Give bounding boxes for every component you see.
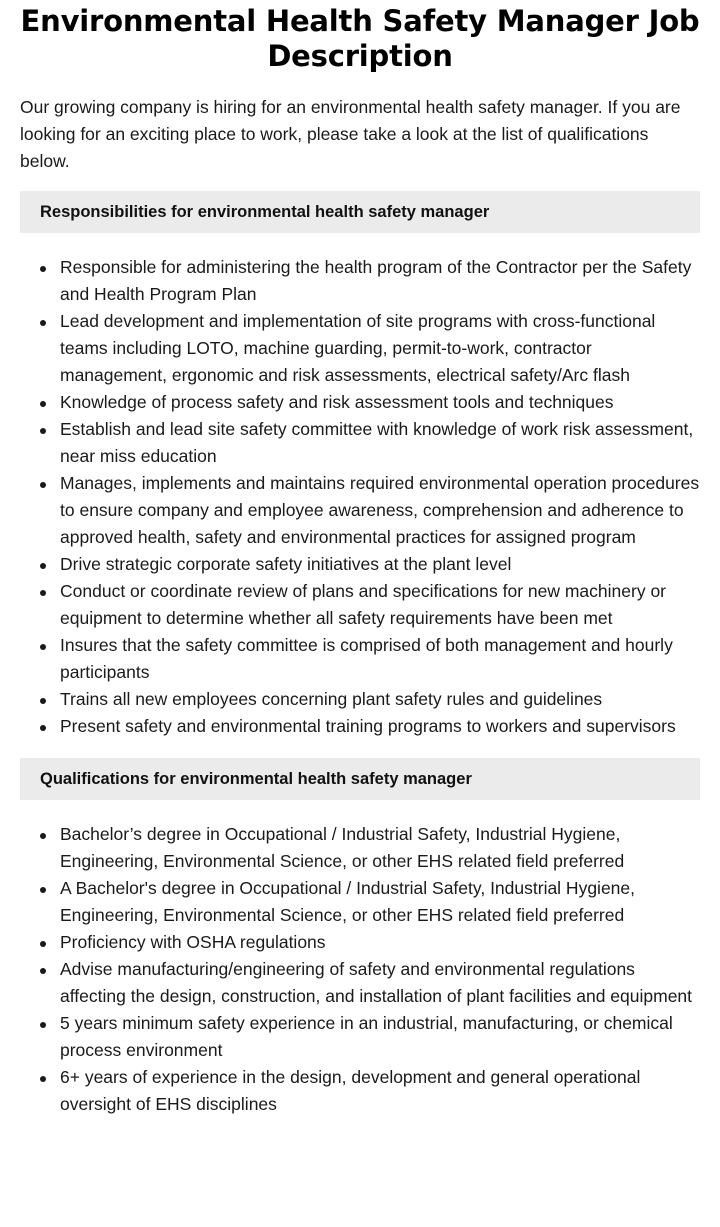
list-item: Proficiency with OSHA regulations xyxy=(20,929,700,956)
bullet-icon xyxy=(40,320,46,326)
bullet-icon xyxy=(40,482,46,488)
list-item: 6+ years of experience in the design, development and general operational oversight of EHS disciplines xyxy=(20,1064,700,1118)
bullet-icon xyxy=(40,428,46,434)
list-item: Lead development and implementation of site programs with cross-functional teams including LOTO, machine guarding, permit-to-work, contractor management, ergonomic and risk assessments, electrical safety/Arc flash xyxy=(20,308,700,389)
bullet-icon xyxy=(40,1076,46,1082)
responsibilities-heading-bar xyxy=(20,191,700,233)
list-item: Insures that the safety committee is comprised of both management and hourly participants xyxy=(20,632,700,686)
qualifications-list xyxy=(20,821,700,1118)
list-item: Conduct or coordinate review of plans and specifications for new machinery or equipment to determine whether all safety requirements have been met xyxy=(20,578,700,632)
bullet-icon xyxy=(40,941,46,947)
bullet-icon xyxy=(40,590,46,596)
list-item: 5 years minimum safety experience in an industrial, manufacturing, or chemical process environment xyxy=(20,1010,700,1064)
bullet-icon xyxy=(40,968,46,974)
list-item: Manages, implements and maintains required environmental operation procedures to ensure company and employee awareness, comprehension and adherence to approved health, safety and environmental practices for assigned program xyxy=(20,470,700,551)
list-item: A Bachelor's degree in Occupational / Industrial Safety, Industrial Hygiene, Engineering, Environmental Science, or other EHS related field preferred xyxy=(20,875,700,929)
responsibilities-list xyxy=(20,254,700,740)
bullet-icon xyxy=(40,401,46,407)
bullet-icon xyxy=(40,1022,46,1028)
bullet-icon xyxy=(40,887,46,893)
list-item: Present safety and environmental training programs to workers and supervisors xyxy=(20,713,700,740)
list-item: Bachelor’s degree in Occupational / Industrial Safety, Industrial Hygiene, Engineering, Environmental Science, or other EHS related field preferred xyxy=(20,821,700,875)
list-item: Advise manufacturing/engineering of safety and environmental regulations affecting the design, construction, and installation of plant facilities and equipment xyxy=(20,956,700,1010)
list-item: Drive strategic corporate safety initiatives at the plant level xyxy=(20,551,700,578)
page-title: Environmental Health Safety Manager Job Description xyxy=(20,4,700,73)
bullet-icon xyxy=(40,833,46,839)
list-item: Responsible for administering the health program of the Contractor per the Safety and Health Program Plan xyxy=(20,254,700,308)
bullet-icon xyxy=(40,563,46,569)
intro-paragraph: Our growing company is hiring for an environmental health safety manager. If you are looking for an exciting place to work, please take a look at the list of qualifications below. xyxy=(20,97,681,171)
list-item: Trains all new employees concerning plant safety rules and guidelines xyxy=(20,686,700,713)
qualifications-heading-bar xyxy=(20,758,700,800)
bullet-icon xyxy=(40,644,46,650)
bullet-icon xyxy=(40,266,46,272)
bullet-icon xyxy=(40,698,46,704)
list-item: Establish and lead site safety committee with knowledge of work risk assessment, near miss education xyxy=(20,416,700,470)
list-item: Knowledge of process safety and risk assessment tools and techniques xyxy=(20,389,700,416)
qualifications-heading: Qualifications for environmental health safety manager xyxy=(40,769,472,788)
responsibilities-heading: Responsibilities for environmental health safety manager xyxy=(40,202,490,221)
bullet-icon xyxy=(40,725,46,731)
